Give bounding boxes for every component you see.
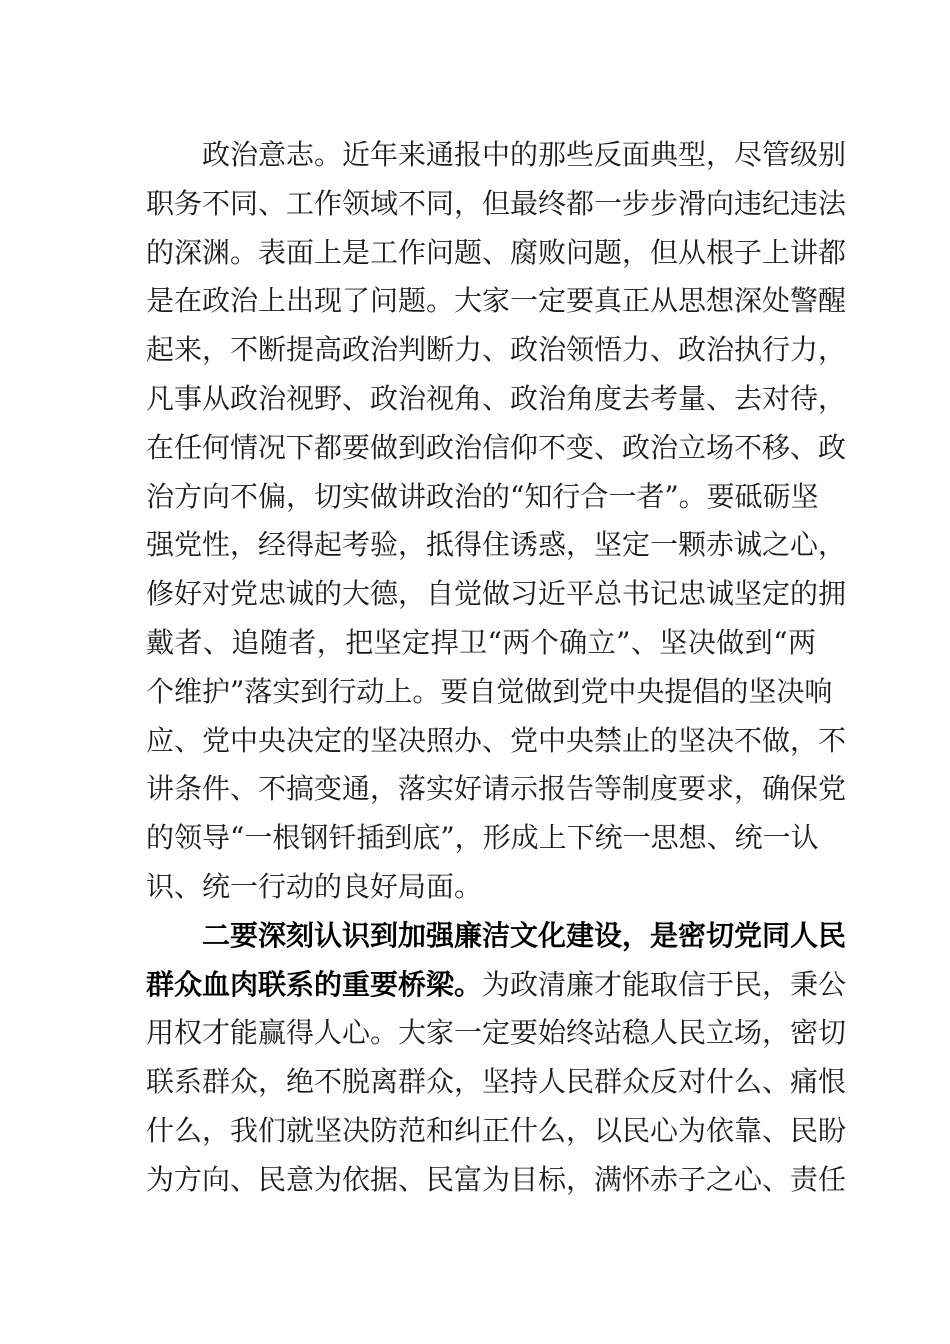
- paragraph-line: 为方向、民意为依据、民富为目标，满怀赤子之心、责任: [146, 1162, 847, 1196]
- paragraph-line: 什么，我们就坚决防范和纠正什么，以民心为依靠、民盼: [146, 1113, 847, 1147]
- paragraph-line: 修好对党忠诚的大德，自觉做习近平总书记忠诚坚定的拥: [146, 577, 847, 611]
- paragraph-line: 个维护”落实到行动上。要自觉做到党中央提倡的坚决响: [146, 674, 833, 708]
- document-body: [146, 131, 847, 1205]
- paragraph-line: 凡事从政治视野、政治视角、政治角度去考量、去对待，: [146, 381, 847, 415]
- paragraph-line: 政治意志。近年来通报中的那些反面典型，尽管级别: [202, 138, 847, 171]
- paragraph-line: 应、党中央决定的坚决照办、党中央禁止的坚决不做，不: [146, 723, 847, 757]
- paragraph-line: 起来，不断提高政治判断力、政治领悟力、政治执行力，: [146, 333, 847, 367]
- paragraph-line: 治方向不偏，切实做讲政治的“知行合一者”。要砥砺坚: [146, 479, 819, 513]
- paragraph-line: 识、统一行动的良好局面。: [146, 869, 483, 903]
- paragraph-line: 用权才能赢得人心。大家一定要始终站稳人民立场，密切: [146, 1016, 847, 1050]
- paragraph-line: 的领导“一根钢钎插到底”，形成上下统一思想、统一认: [146, 821, 819, 855]
- paragraph-line: 的深渊。表面上是工作问题、腐败问题，但从根子上讲都: [146, 235, 847, 269]
- section-heading-tail: 群众血肉联系的重要桥梁。: [146, 967, 483, 1001]
- section-heading-line: 二要深刻认识到加强廉洁文化建设，是密切党同人民: [202, 918, 847, 952]
- paragraph-line: 讲条件、不搞变通，落实好请示报告等制度要求，确保党: [146, 772, 847, 806]
- paragraph-line-mixed: [146, 961, 847, 1010]
- paragraph-line: 联系群众，绝不脱离群众，坚持人民群众反对什么、痛恨: [146, 1065, 847, 1099]
- paragraph-line: 强党性，经得起考验，抵得住诱惑，坚定一颗赤诚之心，: [146, 528, 847, 562]
- paragraph-line: 职务不同、工作领域不同，但最终都一步步滑向违纪违法: [146, 186, 847, 220]
- paragraph-line: 戴者、追随者，把坚定捍卫“两个确立”、坚决做到“两: [146, 625, 816, 659]
- paragraph-line: 在任何情况下都要做到政治信仰不变、政治立场不移、政: [146, 430, 847, 464]
- paragraph-text: 为政清廉才能取信于民，秉公: [482, 967, 847, 1001]
- paragraph-line: 是在政治上出现了问题。大家一定要真正从思想深处警醒: [146, 284, 847, 318]
